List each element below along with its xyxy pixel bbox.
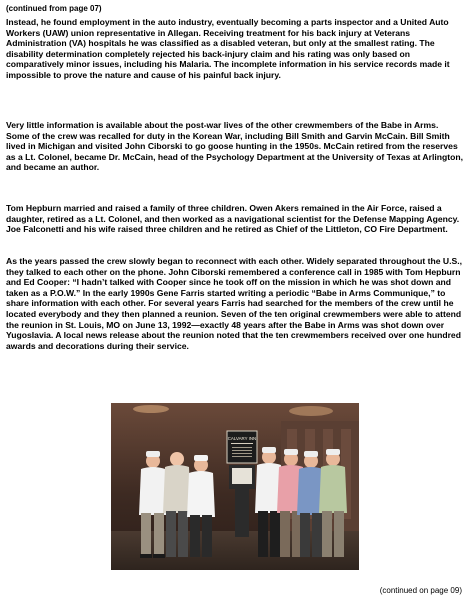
paragraph-1: Instead, he found employment in the auto industry, eventually becoming a parts inspector and a United Auto Workers (UAW) union representative in Allegan. Receiving treatment for his back injury at Veterans Administration (VA) hospitals he was classified as a disabled veteran, but only at the smallest rating. The disability determination completely rejected his back-injury claim and his rating was only based on comparatively minor issues, including his Malaria. The incomplete information in his service records made it impossible to prove the nature and cause of his painful back injury. [6,17,450,80]
paragraph-2: Very little information is available about the post-war lives of the other crewmembers of the Babe in Arms. Some of the crew was recalled for duty in the Korean War, including Bill Smith and Garvin McCain. Bill Smith lived in Michigan and visited John Ciborski to go goose hunting in the 1950s. McCain retired from the reserves as a Lt. Colonel, became Dr. McCain, head of the Psychology Department at the University of Texas at Arlington, and became an author. [6,120,463,173]
reunion-photo [111,403,359,570]
plaque-sign-title: CALVARY INN [227,436,257,441]
continued-from-note: (continued from page 07) [6,4,102,13]
paragraph-4: As the years passed the crew slowly began to reconnect with each other. Widely separated throughout the U.S., they talked to each other on the phone. John Ciborski remembered a conference call in 1985 with Tom Hepburn and Ed Cooper: “I hadn’t talked with Cooper since he took off on the mission in which he was shot down and taken as a P.O.W.” In the early 1990s Gene Farris started writing a periodic “Babe in Arms Communique,” to share information with each other. For several years Farris had searched for the members of the crew until he located everybody and they then planned a reunion. Seven of the ten original crewmembers were able to attend the reunion in St. Louis, MO on June 13, 1992—exactly 48 years after the Babe in Arms was shot down over Yugoslavia. A local news release about the reunion noted that the ten crewmembers received over one hundred awards and decorations during their service. [6,256,462,351]
paragraph-3: Tom Hepburn married and raised a family of three children. Owen Akers remained in the Air Force, raised a daughter, retired as a Lt. Colonel, and then worked as a navigational scientist for the Defense Mapping Agency. Joe Falconetti and his wife raised three children and he retired as Chief of the Littleton, CO Fire Department. [6,203,460,235]
continued-on-note: (continued on page 09) [379,586,462,595]
